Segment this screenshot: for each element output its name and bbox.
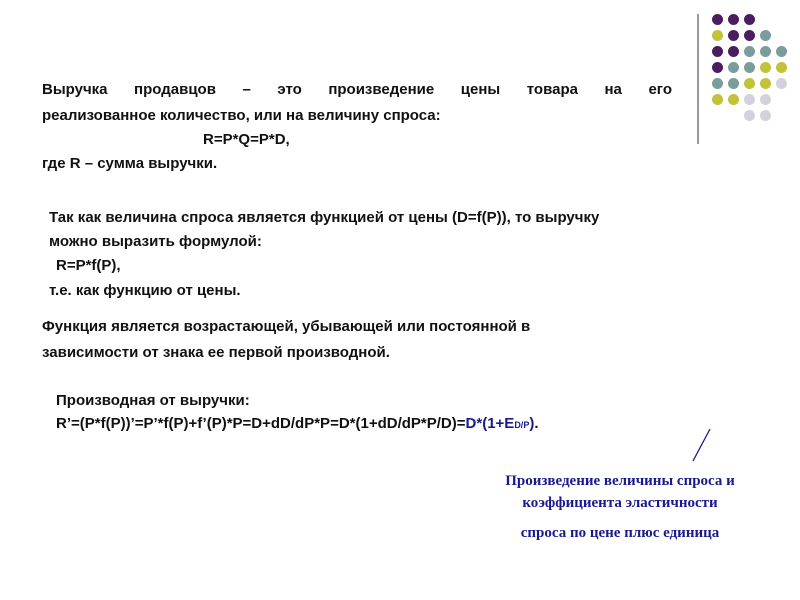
revenue-definition-line1: Выручка продавцов – это произведение цены товара на его <box>42 81 672 98</box>
demand-function-line2: можно выразить формулой: <box>49 233 262 250</box>
formula-highlight-close: ) <box>529 415 535 432</box>
revenue-formula: R=P*Q=P*D, <box>203 131 290 148</box>
demand-function-line4: т.е. как функцию от цены. <box>49 282 241 299</box>
demand-function-line1: Так как величина спроса является функцией от цены (D=f(P)), то выручку <box>49 209 600 226</box>
note-line3: спроса по цене плюс единица <box>520 525 720 541</box>
note-line2: коэффициента эластичности <box>522 495 718 511</box>
elasticity-note <box>470 470 770 544</box>
derivative-title: Производная от выручки: <box>56 392 250 409</box>
formula-highlight-start: D*(1+E <box>465 415 515 432</box>
derivative-formula-end: . <box>534 415 539 432</box>
note-line1: Произведение величины спроса и <box>505 473 735 489</box>
monotonic-line1: Функция является возрастающей, убывающей или постоянной в <box>42 318 531 335</box>
derivative-formula-main: R’=(P*f(P))’=P’*f(P)+f’(P)*P=D+dD/dP*P=D*(1+dD/dP*P/D)= <box>56 415 466 432</box>
revenue-definition-line4: где R – сумма выручки. <box>42 155 218 172</box>
elasticity-subscript: D/P <box>514 420 530 430</box>
revenue-function-formula: R=P*f(P), <box>56 257 121 274</box>
monotonic-line2: зависимости от знака ее первой производной. <box>42 344 390 361</box>
revenue-definition-line2: реализованное количество, или на величину спроса: <box>42 107 441 124</box>
